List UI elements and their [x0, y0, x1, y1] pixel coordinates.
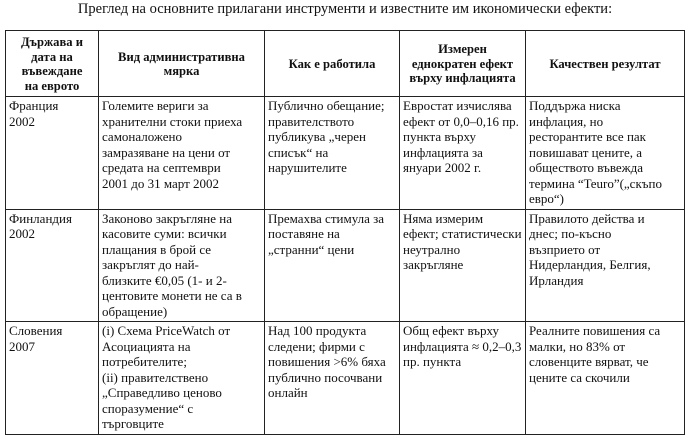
cell-country: Словения 2007: [6, 322, 99, 435]
header-effect: Измерен еднократен ефект върху инфлацията: [400, 31, 526, 97]
table-row: [6, 97, 685, 210]
header-country: Държава и дата на въвеждане на еврото: [6, 31, 99, 97]
cell-how: Над 100 продукта следени; фирми с повишения >6% бяха публично посочвани онлайн: [265, 322, 400, 435]
header-row: [6, 31, 685, 97]
cell-result: Реалните повишения са малки, но 83% от словенците вярват, че цените са скочили: [526, 322, 685, 435]
header-measure: Вид административна мярка: [99, 31, 265, 97]
table-row: [6, 322, 685, 435]
cell-effect: Евростат изчислява ефект от 0,0–0,16 пр. пункта върху инфлацията за януари 2002 г.: [400, 97, 526, 210]
cell-measure: Големите вериги за хранителни стоки приеха самоналожено замразяване на цени от средата на септември 2001 до 31 март 2002: [99, 97, 265, 210]
cell-how: Публично обещание; правителството публикува „черен списък“ на нарушителите: [265, 97, 400, 210]
table-row: [6, 209, 685, 322]
cell-effect: Общ ефект върху инфлацията ≈ 0,2–0,3 пр. пункта: [400, 322, 526, 435]
cell-effect: Няма измерим ефект; статистически неутрално закръгляне: [400, 209, 526, 322]
cell-result: Поддържа ниска инфлация, но ресторантите все пак повишават цените, а обществото въвежда термина “Teuro”(„скъпо евро“): [526, 97, 685, 210]
header-how: Как е работила: [265, 31, 400, 97]
cell-measure: Законово закръгляне на касовите суми: всички плащания в брой се закръглят до най- близките €0,05 (1- и 2- центовите монети не са в обращение): [99, 209, 265, 322]
cell-country: Франция 2002: [6, 97, 99, 210]
header-result: Качествен резултат: [526, 31, 685, 97]
cell-result: Правилото действа и днес; по-късно възприето от Нидерландия, Белгия, Ирландия: [526, 209, 685, 322]
cell-how: Премахва стимула за поставяне на „странни“ цени: [265, 209, 400, 322]
table-caption: Преглед на основните прилагани инструменти и известните им икономически ефекти:: [77, 1, 613, 17]
cell-country: Финландия 2002: [6, 209, 99, 322]
inflation-measures-table: [5, 30, 685, 435]
cell-measure: (i) Схема PriceWatch от Асоциацията на потребителите; (ii) правителствено „Справедливо ценово споразумение“ с търговците: [99, 322, 265, 435]
